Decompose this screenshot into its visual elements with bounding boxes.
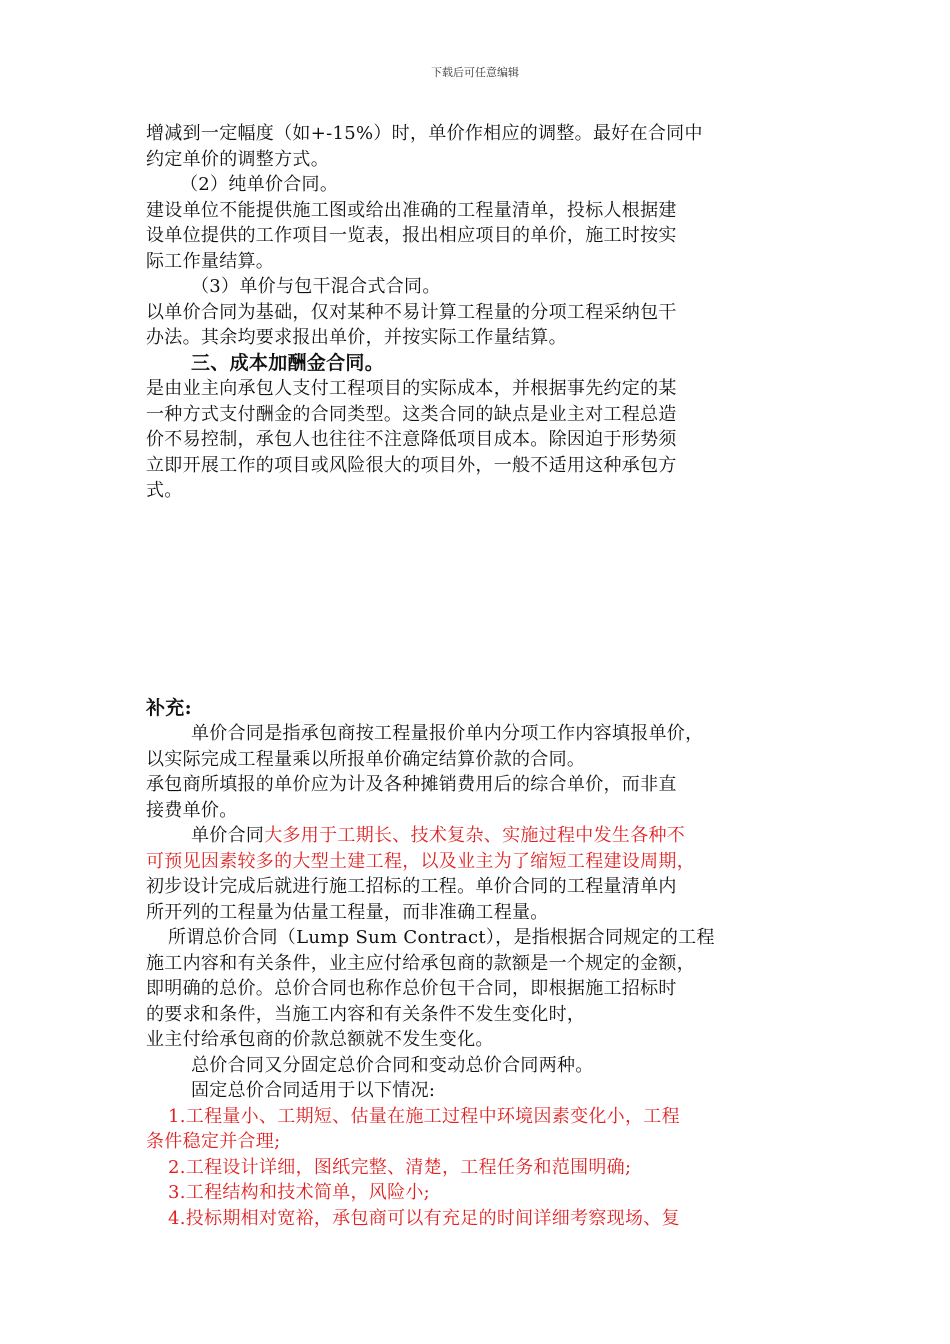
paragraph-line: 以实际完成工程量乘以所报单价确定结算价款的合同。 <box>146 748 586 770</box>
paragraph-line: 建设单位不能提供施工图或给出准确的工程量清单，投标人根据建 <box>146 199 677 221</box>
paragraph-line: 初步设计完成后就进行施工招标的工程。单价合同的工程量清单内 <box>146 876 677 897</box>
list-item-3: 3.工程结构和技术简单，风险小; <box>168 1182 431 1203</box>
plain-text: 单价合同 <box>191 825 265 846</box>
paragraph-line: 接费单价。 <box>146 799 238 821</box>
paragraph-line: 承包商所填报的单价应为计及各种摊销费用后的综合单价，而非直 <box>146 774 677 795</box>
paragraph-line: 一种方式支付酬金的合同类型。这类合同的缺点是业主对工程总造 <box>146 403 677 425</box>
paragraph-line: 设单位提供的工作项目一览表，报出相应项目的单价，施工时按实 <box>146 225 677 246</box>
list-item-2: 2.工程设计详细，图纸完整、清楚，工程任务和范围明确; <box>168 1156 632 1178</box>
paragraph-line <box>146 823 826 849</box>
section-heading-cost-plus: 三、成本加酬金合同。 <box>191 351 385 374</box>
paragraph-line: 价不易控制，承包人也往往不注意降低项目成本。除因迫于形势须 <box>146 429 677 450</box>
paragraph-line: 总价合同又分固定总价合同和变动总价合同两种。 <box>191 1054 594 1076</box>
paragraph-line: 的要求和条件，当施工内容和有关条件不发生变化时， <box>146 1003 586 1025</box>
list-item-1-continued: 条件稳定并合理; <box>146 1131 281 1152</box>
page-header: 下载后可任意编辑 <box>431 66 519 79</box>
paragraph-line: 增减到一定幅度（如+-15%）时，单价作相应的调整。最好在合同中 <box>146 123 703 144</box>
paragraph-line: 固定总价合同适用于以下情况: <box>191 1080 436 1101</box>
paragraph-line: 单价合同是指承包商按工程量报价单内分项工作内容填报单价， <box>191 723 704 744</box>
subheading-mixed-contract: （3）单价与包干混合式合同。 <box>191 276 441 297</box>
paragraph-line: 施工内容和有关条件，业主应付给承包商的款额是一个规定的金额， <box>146 952 695 974</box>
paragraph-line: 是由业主向承包人支付工程项目的实际成本，并根据事先约定的某 <box>146 378 677 399</box>
blank-space <box>146 504 826 696</box>
paragraph-line: 际工作量结算。 <box>146 250 275 272</box>
paragraph-line: 以单价合同为基础，仅对某种不易计算工程量的分项工程采纳包干 <box>146 301 677 323</box>
subheading-pure-unit-price: （2）纯单价合同。 <box>180 174 339 195</box>
document-body <box>146 121 826 1231</box>
paragraph-line: 约定单价的调整方式。 <box>146 148 329 170</box>
list-item-1: 1.工程量小、工期短、估量在施工过程中环境因素变化小，工程 <box>168 1105 680 1127</box>
paragraph-line: 即明确的总价。总价合同也称作总价包干合同，即根据施工招标时 <box>146 978 677 999</box>
highlighted-text: 大多用于工期长、技术复杂、实施过程中发生各种不 <box>264 825 686 846</box>
paragraph-line: 办法。其余均要求报出单价，并按实际工作量结算。 <box>146 327 567 348</box>
paragraph-line: 所开列的工程量为估量工程量，而非准确工程量。 <box>146 901 549 923</box>
list-item-4: 4.投标期相对宽裕，承包商可以有充足的时间详细考察现场、复 <box>168 1207 680 1229</box>
paragraph-line: 立即开展工作的项目或风险很大的项目外，一般不适用这种承包方 <box>146 454 677 476</box>
highlighted-line: 可预见因素较多的大型土建工程，以及业主为了缩短工程建设周期， <box>146 850 695 872</box>
paragraph-line: 业主付给承包商的价款总额就不发生变化。 <box>146 1029 494 1050</box>
paragraph-line: 式。 <box>146 480 183 501</box>
supplement-title: 补充: <box>146 696 192 719</box>
paragraph-line: 所谓总价合同（Lump Sum Contract），是指根据合同规定的工程 <box>168 927 715 948</box>
